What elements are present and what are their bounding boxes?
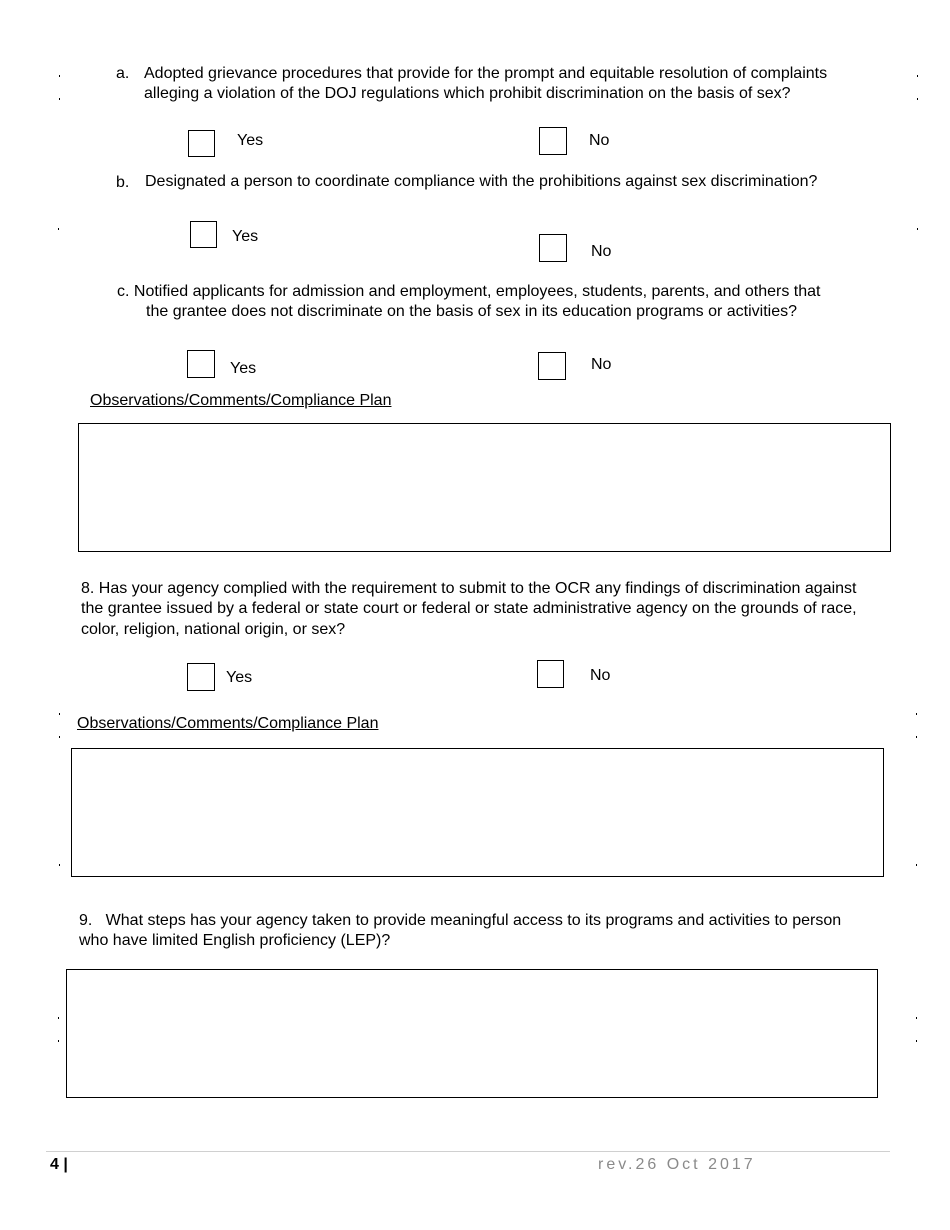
margin-tick bbox=[916, 736, 917, 738]
question-9-text-line2: who have limited English proficiency (LEP)? bbox=[79, 932, 391, 949]
question-b-no-checkbox[interactable] bbox=[539, 234, 567, 262]
observations-textbox-1[interactable] bbox=[78, 423, 891, 552]
question-a-no-checkbox[interactable] bbox=[539, 127, 567, 155]
margin-tick bbox=[59, 75, 60, 77]
revision-date: rev.26 Oct 2017 bbox=[598, 1156, 756, 1173]
question-8-text-line1: 8. Has your agency complied with the requirement to submit to the OCR any findings of discrimination against bbox=[81, 580, 857, 597]
question-8-text-line3: color, religion, national origin, or sex? bbox=[81, 621, 346, 638]
question-9-answer-box[interactable] bbox=[66, 969, 878, 1098]
margin-tick bbox=[58, 1040, 59, 1042]
question-b-yes-label: Yes bbox=[232, 228, 259, 245]
question-8-text-line2: the grantee issued by a federal or state court or federal or state administrative agency on the grounds of race, bbox=[81, 600, 857, 617]
question-b-no-label: No bbox=[591, 243, 612, 260]
question-b-marker: b. bbox=[116, 174, 130, 191]
margin-tick bbox=[917, 75, 918, 77]
question-8-no-checkbox[interactable] bbox=[537, 660, 564, 688]
margin-tick bbox=[917, 228, 918, 230]
question-c-no-label: No bbox=[591, 356, 612, 373]
question-b-text: Designated a person to coordinate compliance with the prohibitions against sex discrimination? bbox=[145, 173, 818, 190]
question-a-marker: a. bbox=[116, 65, 130, 82]
observations-heading-1: Observations/Comments/Compliance Plan bbox=[90, 392, 392, 409]
margin-tick bbox=[916, 864, 917, 866]
observations-textbox-2[interactable] bbox=[71, 748, 884, 877]
question-c-text-line2: the grantee does not discriminate on the basis of sex in its education programs or activities? bbox=[146, 303, 798, 320]
margin-tick bbox=[58, 228, 59, 230]
margin-tick bbox=[59, 98, 60, 100]
margin-tick bbox=[59, 713, 60, 715]
question-b-yes-checkbox[interactable] bbox=[190, 221, 217, 248]
question-8-no-label: No bbox=[590, 667, 611, 684]
question-c-no-checkbox[interactable] bbox=[538, 352, 566, 380]
margin-tick bbox=[917, 98, 918, 100]
question-8-yes-checkbox[interactable] bbox=[187, 663, 215, 691]
question-a-yes-label: Yes bbox=[237, 132, 264, 149]
margin-tick bbox=[58, 1017, 59, 1019]
margin-tick bbox=[59, 864, 60, 866]
observations-heading-2: Observations/Comments/Compliance Plan bbox=[77, 715, 379, 732]
page-number: 4 | bbox=[50, 1156, 68, 1173]
question-9-text-line1: 9. What steps has your agency taken to provide meaningful access to its programs and activities to person bbox=[79, 912, 842, 929]
margin-tick bbox=[916, 713, 917, 715]
margin-tick bbox=[916, 1040, 917, 1042]
question-a-yes-checkbox[interactable] bbox=[188, 130, 215, 157]
margin-tick bbox=[916, 1017, 917, 1019]
question-c-yes-checkbox[interactable] bbox=[187, 350, 215, 378]
question-a-no-label: No bbox=[589, 132, 610, 149]
footer-divider bbox=[46, 1151, 890, 1152]
question-a-text-line1: Adopted grievance procedures that provide for the prompt and equitable resolution of complaints bbox=[144, 65, 828, 82]
margin-tick bbox=[59, 736, 60, 738]
question-c-text-line1: c. Notified applicants for admission and employment, employees, students, parents, and others that bbox=[117, 283, 821, 300]
question-a-text-line2: alleging a violation of the DOJ regulations which prohibit discrimination on the basis of sex? bbox=[144, 85, 791, 102]
question-8-yes-label: Yes bbox=[226, 669, 253, 686]
question-c-yes-label: Yes bbox=[230, 360, 257, 377]
